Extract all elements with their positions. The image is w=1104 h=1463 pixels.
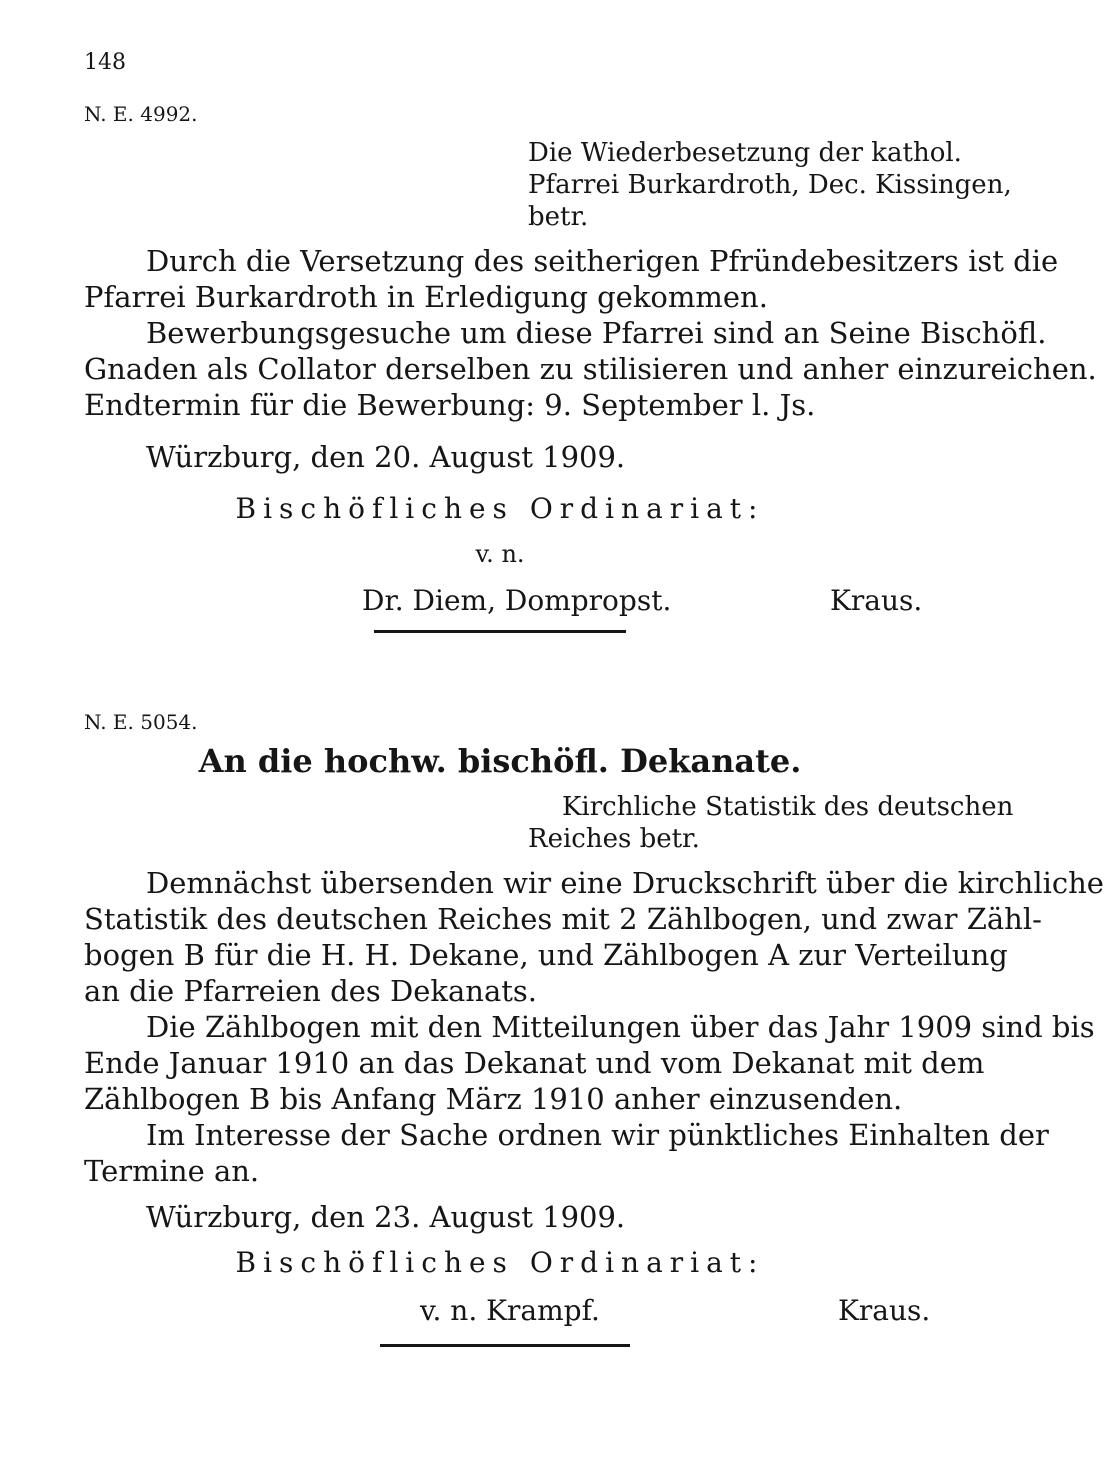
signer-left: Dr. Diem, Dompropst. [362, 584, 672, 617]
body-line: Statistik des deutschen Reiches mit 2 Zählbogen, und zwar Zähl- [84, 902, 1042, 936]
entry-number: N. E. 4992. [84, 102, 198, 126]
body-line: Durch die Versetzung des seitherigen Pfründebesitzers ist die [146, 244, 1059, 278]
body-line: Endtermin für die Bewerbung: 9. September l. Js. [84, 388, 816, 422]
subject-line: Reiches betr. [528, 824, 700, 854]
body-line: Ende Januar 1910 an das Dekanat und vom Dekanat mit dem [84, 1046, 985, 1080]
body-line: an die Pfarreien des Dekanats. [84, 974, 537, 1008]
body-line: Bewerbungsgesuche um diese Pfarrei sind an Seine Bischöfl. [146, 316, 1047, 350]
authority: Bischöfliches Ordinariat: [235, 1246, 765, 1279]
body-line: Die Zählbogen mit den Mitteilungen über das Jahr 1909 sind bis [146, 1010, 1095, 1044]
body-line: Gnaden als Collator derselben zu stilisieren und anher einzureichen. [84, 352, 1097, 386]
body-line: Im Interesse der Sache ordnen wir pünktliches Einhalten der [146, 1118, 1049, 1152]
divider-rule [374, 630, 626, 633]
divider-rule [380, 1344, 630, 1347]
page-number: 148 [84, 50, 126, 75]
subject-line: Kirchliche Statistik des deutschen [562, 792, 1014, 822]
body-line: Demnächst übersenden wir eine Druckschrift über die kirchliche [146, 866, 1104, 900]
entry-number: N. E. 5054. [84, 710, 198, 734]
body-line: Termine an. [84, 1154, 260, 1188]
subject-line: Die Wiederbesetzung der kathol. [528, 138, 962, 168]
body-line: Pfarrei Burkardroth in Erledigung gekommen. [84, 280, 768, 314]
authority: Bischöfliches Ordinariat: [235, 492, 765, 525]
body-line: Zählbogen B bis Anfang März 1910 anher einzusenden. [84, 1082, 903, 1116]
signer-right: Kraus. [830, 584, 923, 617]
signer-right: Kraus. [838, 1294, 931, 1327]
signer-left: v. n. Krampf. [420, 1294, 600, 1327]
subject-line: betr. [528, 202, 589, 232]
body-line: bogen B für die H. H. Dekane, und Zählbogen A zur Verteilung [84, 938, 1008, 972]
place-date: Würzburg, den 23. August 1909. [146, 1200, 626, 1234]
section-heading: An die hochw. bischöfl. Dekanate. [198, 742, 802, 780]
subject-line: Pfarrei Burkardroth, Dec. Kissingen, [528, 170, 1012, 200]
place-date: Würzburg, den 20. August 1909. [146, 440, 626, 474]
vn-abbreviation: v. n. [475, 540, 525, 568]
